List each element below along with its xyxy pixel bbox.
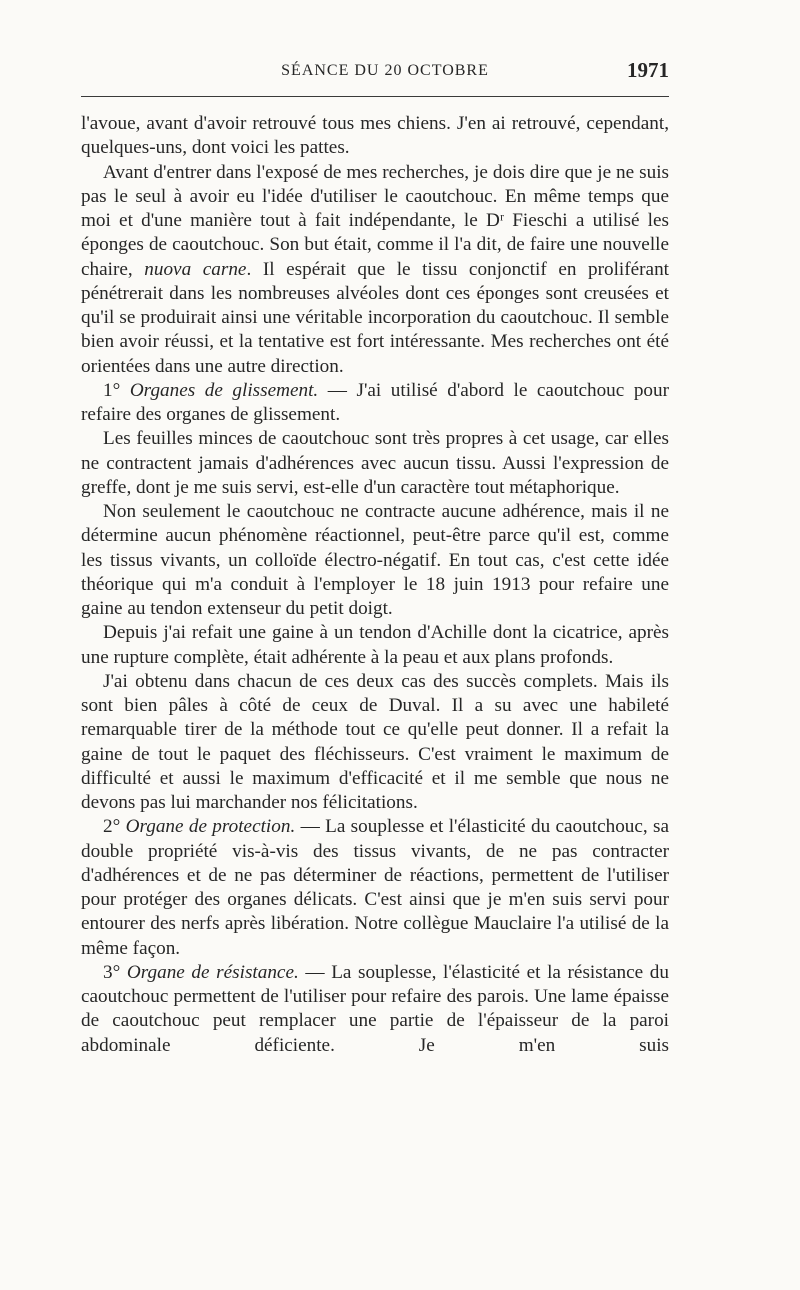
- paragraph-text: Avant d'entrer dans l'exposé de mes recherches, je dois dire que je ne suis pas le seul à avoir eu l'idée d'utiliser le caoutchouc. En même temps que moi et d'une manière tout à fait indépendante, le Dʳ Fieschi a utilisé les éponges de caoutchouc. Son but était, comme il l'a dit, de faire une nouvelle chaire,: [81, 161, 669, 280]
- section-heading: Organes de glissement.: [129, 379, 319, 401]
- body-text: [81, 112, 669, 1058]
- section-heading: Organe de résistance.: [126, 961, 299, 983]
- section-text: — J'ai utilisé d'abord le caoutchouc pour refaire des organes de glissement.: [81, 379, 669, 425]
- section-resistance: [81, 961, 669, 1058]
- section-protection: [81, 815, 669, 961]
- section-text: — La souplesse, l'élasticité et la résistance du caoutchouc permettent de l'utiliser pour refaire des parois. Une lame épaisse de caoutchouc peut remplacer une partie de l'épaisseur de la paroi abdominale déficiente. Je m'en suis: [81, 961, 669, 1056]
- section-heading: Organe de protection.: [125, 816, 296, 838]
- paragraph-continuation: [81, 112, 669, 161]
- paragraph-fieschi: [81, 161, 669, 379]
- running-title: SÉANCE DU 20 OCTOBRE: [281, 62, 489, 79]
- section-number: 1°: [103, 379, 121, 401]
- header-rule: [81, 96, 669, 97]
- section-number: 2°: [103, 816, 121, 838]
- paragraph-depuis: [81, 621, 669, 670]
- section-glissement: [81, 379, 669, 428]
- section-text: — La souplesse et l'élasticité du caoutchouc, sa double propriété vis-à-vis des tissus vivants, de ne pas contracter d'adhérences et de ne pas déterminer de réactions, permettent de l'utiliser pour protéger des organes délicats. C'est ainsi que je m'en suis servi pour entourer des nerfs après libération. Notre collègue Mauclaire l'a utilisé de la même façon.: [81, 816, 669, 959]
- italic-term: nuova carne: [144, 258, 247, 280]
- paragraph-text-after: . Il espérait que le tissu conjonctif en proliférant pénétrerait dans les nombreuses alvéoles dont ces éponges sont creusées et qu'il se produirait ainsi une véritable incorporation du caoutchouc. Il semble bien avoir réussi, et la tentative est fort intéressante. Mes recherches ont été orientées dans une autre direction.: [81, 258, 669, 377]
- paragraph-text: l'avoue, avant d'avoir retrouvé tous mes chiens. J'en ai retrouvé, cependant, quelques-uns, dont voici les pattes.: [81, 113, 669, 159]
- paragraph-text: J'ai obtenu dans chacun de ces deux cas des succès complets. Mais ils sont bien pâles à côté de ceux de Duval. Il a su avec une habileté remarquable tirer de la méthode tout ce qu'elle peut donner. Il a refait la gaine de tout le paquet des fléchisseurs. C'est vraiment le maximum de difficulté et aussi le maximum d'efficacité et il me semble que nous ne devons pas lui marchander nos félicitations.: [81, 670, 669, 813]
- paragraph-feuilles: [81, 427, 669, 500]
- paragraph-non-seulement: [81, 500, 669, 621]
- section-number: 3°: [103, 961, 121, 983]
- running-head: [81, 56, 669, 86]
- paragraph-text: Non seulement le caoutchouc ne contracte aucune adhérence, mais il ne détermine aucun phénomène réactionnel, peut-être parce qu'il est, comme les tissus vivants, un colloïde électro-négatif. En tout cas, c'est cette idée théorique qui m'a conduit à l'employer le 18 juin 1913 pour refaire une gaine au tendon extenseur du petit doigt.: [81, 501, 669, 619]
- paragraph-succes: [81, 670, 669, 816]
- paragraph-text: Les feuilles minces de caoutchouc sont très propres à cet usage, car elles ne contractent jamais d'adhérences avec aucun tissu. Aussi l'expression de greffe, dont je me suis servi, est-elle d'un caractère tout métaphorique.: [81, 428, 669, 498]
- paragraph-text: Depuis j'ai refait une gaine à un tendon d'Achille dont la cicatrice, après une rupture complète, était adhérente à la peau et aux plans profonds.: [81, 622, 669, 668]
- page-number: 1971: [627, 58, 669, 82]
